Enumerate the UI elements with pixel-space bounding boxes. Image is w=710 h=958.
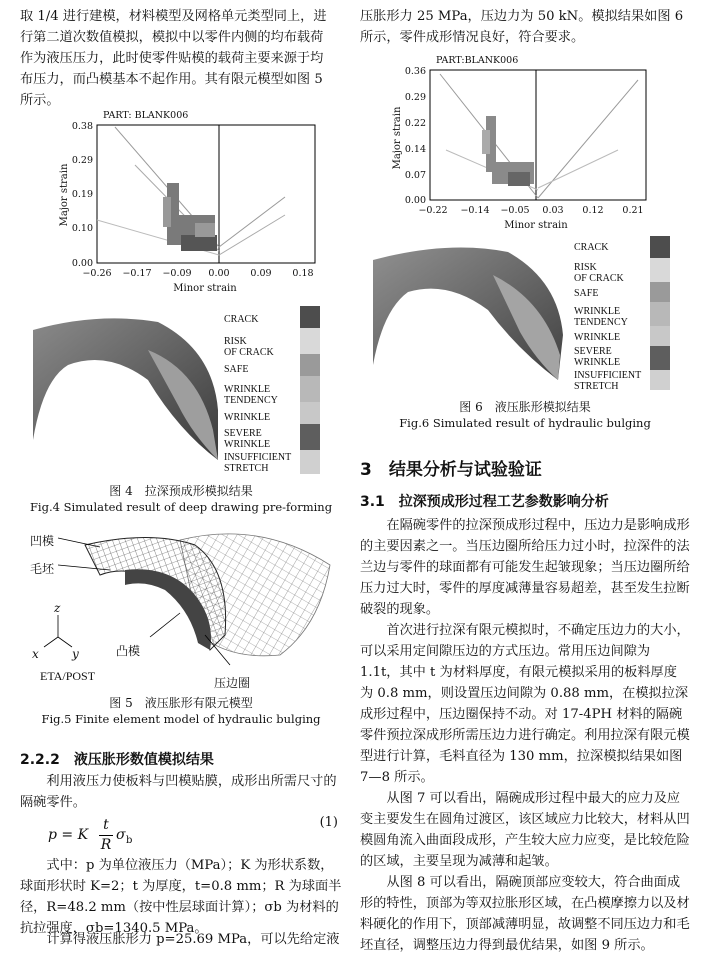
fig6-legend-wrinkle-tendency: WRINKLE TENDENCY	[574, 306, 628, 328]
fig6-fld-line-2	[538, 80, 638, 198]
fig5-x-axis	[44, 637, 58, 647]
fig6-legend-risk: RISK OF CRACK	[574, 262, 624, 284]
equation-denominator: R	[100, 837, 112, 853]
fig6-ytick: 0.22	[404, 118, 426, 129]
text-line: 所示，零件成形情况良好，符合要求。	[360, 30, 585, 45]
fig6-xlabel: Minor strain	[504, 220, 568, 231]
fig4-part-label: PART: BLANK006	[103, 110, 189, 121]
fraction-bar	[99, 835, 113, 836]
fig6-ytick: 0.00	[404, 195, 426, 206]
fig4-xtick: −0.09	[162, 268, 192, 279]
fig5-label-blank: 毛坯	[30, 562, 55, 576]
fig6-data-cloud	[482, 116, 534, 186]
fig4-x-ticks	[82, 268, 313, 279]
fig4-swatch-crack	[300, 306, 320, 328]
fig4-fld-line-3	[219, 197, 285, 247]
fig6-caption-en: Fig.6 Simulated result of hydraulic bulging	[399, 416, 651, 430]
fig6-ytick: 0.29	[404, 92, 426, 103]
fig5-caption-en: Fig.5 Finite element model of hydraulic bulging	[41, 712, 321, 726]
left-para-2: 式中：p 为单位液压力（MPa）；K 为形状系数，球面形状时 K=2；t 为厚度，t=0.8 mm；R 为球面半径，R=48.2 mm（按中性层球面计算）；σb 为材料的抗拉强度，σb=1340.5 MPa。	[20, 858, 342, 936]
equation-sigma: σ	[116, 827, 126, 843]
text-line: 取 1/4 进行建模，材料模型及网格单元类型同上，进	[20, 9, 327, 24]
fig4-swatch-severe	[300, 424, 320, 450]
left-para-3: 计算得液压胀形力 p=25.69 MPa，可以先给定液	[46, 932, 340, 947]
fig4-caption-cn: 图 4 拉深预成形模拟结果	[109, 484, 253, 498]
fig6-plot-frame	[430, 70, 646, 200]
section-3-heading: 3 结果分析与试验验证	[360, 460, 542, 480]
fig4-swatch-wrinkle	[300, 402, 320, 424]
fig4-ytick: 0.38	[71, 121, 93, 132]
text-line: 作为液压压力，此时使零件贴模的载荷主要来源于均	[20, 51, 324, 66]
text-line: 布压力，而凸模基本不起作用。其有限元模型如图 5	[20, 72, 323, 87]
fig6-xtick: 0.21	[622, 205, 644, 216]
right-para-2: 首次进行拉深有限元模拟时，不确定压边力的大小，可以采用定间隙压边的方式压边。常用压边间隙为 1.1t，其中 t 为材料厚度，有限元模拟采用的板料厚度为 0.8 mm，则设置压边间隙为 0.88 mm，在模拟拉深成形过程中，压边圈保持不动。对 17-4PH 材料的隔碗零件预拉深成形所需压边力进行确定。利用拉深有限元模型进行计算，毛料直径为 130 mm，拉深模拟结果如图 7—8 所示。	[360, 623, 690, 785]
fig6-caption-cn: 图 6 液压胀形模拟结果	[459, 400, 591, 414]
fig4-ytick: 0.29	[71, 155, 93, 166]
fig6-swatch-severe	[650, 346, 670, 370]
fig5-label-x: x	[32, 647, 39, 661]
fig4-y-ticks	[72, 121, 93, 269]
fig4-ylabel: Major strain	[59, 163, 70, 227]
equation	[48, 815, 342, 857]
right-para-1: 在隔碗零件的拉深预成形过程中，压边力是影响成形的主要因素之一。当压边圈所给压力过小时，拉深件的法兰边与零件的球面都有可能发生起皱现象；当压边圈所给压力过大时，零件的厚度减薄量容易超差，甚至发生拉断破裂的现象。	[360, 518, 690, 617]
fig4-swatch-insufficient	[300, 450, 320, 474]
fig4-xlabel: Minor strain	[173, 283, 237, 294]
fig5-label-punch: 凸模	[116, 644, 141, 658]
fig4-legend-insufficient: INSUFFICIENT STRETCH	[224, 452, 292, 474]
right-para-3: 从图 7 可以看出，隔碗成形过程中最大的应力及应变主要发生在圆角过渡区，该区域应力比较大，材料从凹模圆角流入曲面段成形，产生较大应力应变，是比较危险的区域，主要呈现为减薄和起皱。	[360, 791, 690, 869]
fig6-legend-severe: SEVERE WRINKLE	[574, 346, 621, 368]
left-para-1: 利用液压力使板料与凹模贴膜，成形出所需尺寸的隔碗零件。	[20, 774, 337, 810]
fig6-part-render	[368, 240, 568, 390]
equation-lhs: p = K	[48, 827, 89, 843]
fig6-y-ticks	[405, 66, 426, 206]
fig4-xtick: 0.09	[250, 268, 272, 279]
fig6-xtick: −0.22	[418, 205, 448, 216]
fig4-ytick: 0.19	[71, 189, 93, 200]
fig6-swatch-risk	[650, 258, 670, 282]
fig4-legend-severe: SEVERE WRINKLE	[224, 428, 271, 450]
fig4-xtick: 0.00	[208, 268, 230, 279]
fig4-fld-line-4	[219, 215, 285, 255]
equation-sigma-sub: b	[126, 835, 133, 846]
fig6-swatch-crack	[650, 236, 670, 258]
fig6-fld-line-4	[538, 150, 618, 188]
fig4-legend-wrinkle-tendency: WRINKLE TENDENCY	[224, 384, 278, 406]
fig5-label-holder: 压边圈	[214, 676, 251, 690]
fig4-swatch-safe	[300, 354, 320, 376]
fig6-legend-insufficient: INSUFFICIENT STRETCH	[574, 370, 642, 392]
section-2-2-2-heading: 2.2.2 液压胀形数值模拟结果	[20, 752, 214, 768]
text-line: 行第二道次数值模拟，模拟中以零件内侧的均布载荷	[20, 30, 324, 45]
right-para-4: 从图 8 可以看出，隔碗顶部应变较大，符合曲面成形的特性，顶部为等双拉胀形区域，在凸模摩擦力以及材料硬化的作用下，顶部减薄明显，故调整不同压边力和毛坯直径，调整压边力得到最优结果，如图 9 所示。	[360, 875, 690, 953]
fig6-x-ticks	[418, 205, 643, 216]
fig6-legend-crack: CRACK	[574, 242, 609, 253]
fig6-ytick: 0.07	[404, 170, 426, 181]
fig5-label-die: 凹模	[30, 534, 55, 548]
fig4-xtick: −0.26	[82, 268, 112, 279]
fig5-label-eta: ETA/POST	[40, 669, 96, 683]
fig4-chart	[55, 105, 325, 300]
fig4-xtick: 0.18	[292, 268, 314, 279]
fig5-caption-cn: 图 5 液压胀形有限元模型	[109, 696, 253, 710]
fig6-swatch-wrinkle-tendency	[650, 302, 670, 326]
fig5-punch-leader	[150, 613, 180, 637]
fig4-swatch-risk	[300, 328, 320, 354]
fig6-legend-wrinkle: WRINKLE	[574, 332, 621, 343]
fig4-caption-en: Fig.4 Simulated result of deep drawing pre-forming	[29, 500, 333, 514]
fig4-ytick: 0.10	[71, 223, 93, 234]
fig6-ytick: 0.36	[404, 66, 426, 77]
fig4-swatch-wrinkle-tendency	[300, 376, 320, 402]
fig6-ytick: 0.14	[404, 144, 426, 155]
text-line: 压胀形力 25 MPa，压边力为 50 kN。模拟结果如图 6	[360, 9, 684, 24]
fig6-xtick: 0.03	[542, 205, 564, 216]
fig4-xtick: −0.17	[122, 268, 152, 279]
fig4-legend-safe: SAFE	[224, 364, 249, 375]
fig5-label-z: z	[54, 601, 61, 615]
section-3-1-heading: 3.1 拉深预成形过程工艺参数影响分析	[360, 494, 609, 510]
fig6-ylabel: Major strain	[392, 106, 403, 170]
fig4-data-cloud	[163, 183, 217, 251]
fig4-ytick: 0.00	[71, 258, 93, 269]
text-line: 所示。	[20, 93, 60, 108]
fig5-die-leader	[58, 538, 100, 547]
fig6-xtick: 0.12	[582, 205, 604, 216]
equation-number: (1)	[319, 815, 338, 830]
fig6-swatch-safe	[650, 282, 670, 302]
fig4-legend-risk: RISK OF CRACK	[224, 336, 274, 358]
fig6-swatch-insufficient	[650, 370, 670, 390]
fig6-xtick: −0.05	[500, 205, 530, 216]
fig5-y-axis	[58, 637, 72, 647]
fig6-swatch-wrinkle	[650, 326, 670, 346]
fig4-legend-crack: CRACK	[224, 314, 259, 325]
right-top-text	[360, 6, 690, 48]
fig5-label-y: y	[72, 647, 79, 661]
left-top-text	[20, 6, 342, 111]
fig4-legend-wrinkle: WRINKLE	[224, 412, 271, 423]
fig4-part-render	[28, 310, 223, 470]
fig6-chart	[388, 50, 668, 240]
fig6-legend-safe: SAFE	[574, 288, 599, 299]
fig6-part-label: PART:BLANK006	[436, 55, 519, 66]
fig6-xtick: −0.14	[460, 205, 490, 216]
equation-numerator: t	[103, 817, 109, 833]
